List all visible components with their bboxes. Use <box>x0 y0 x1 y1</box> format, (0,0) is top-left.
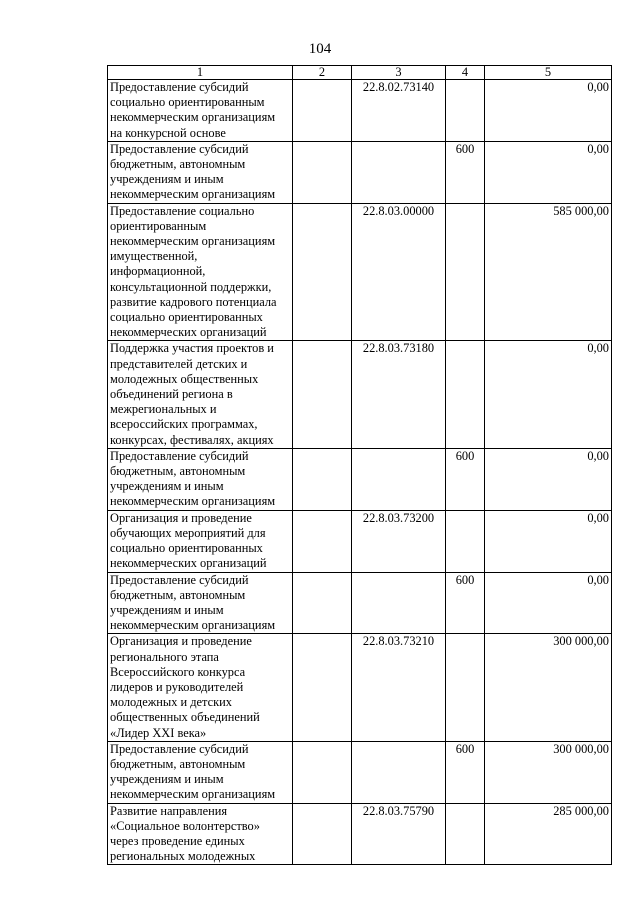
row-name: Развитие направления «Социальное волонтерство» через проведение единых региональных молодежных <box>108 803 293 865</box>
table-row <box>108 141 612 203</box>
row-name: Организация и проведение регионального этапа Всероссийского конкурса лидеров и руководителей молодежных и детских общественных объединений «Лидер XXI века» <box>108 634 293 741</box>
row-col2 <box>293 634 352 741</box>
row-col2 <box>293 803 352 865</box>
row-sum: 0,00 <box>485 141 612 203</box>
column-header-4: 4 <box>446 66 485 80</box>
row-col2 <box>293 203 352 341</box>
row-name: Предоставление субсидий бюджетным, автономным учреждениям и иным некоммерческим организациям <box>108 141 293 203</box>
row-code <box>352 572 446 634</box>
column-header-1: 1 <box>108 66 293 80</box>
row-expense-type <box>446 341 485 448</box>
table-row <box>108 741 612 803</box>
column-header-2: 2 <box>293 66 352 80</box>
row-code <box>352 448 446 510</box>
row-sum: 300 000,00 <box>485 741 612 803</box>
row-expense-type <box>446 510 485 572</box>
row-code <box>352 141 446 203</box>
row-expense-type: 600 <box>446 141 485 203</box>
row-col2 <box>293 80 352 142</box>
row-code <box>352 741 446 803</box>
row-code: 22.8.03.73210 <box>352 634 446 741</box>
column-header-5: 5 <box>485 66 612 80</box>
row-sum: 0,00 <box>485 80 612 142</box>
row-expense-type: 600 <box>446 741 485 803</box>
row-col2 <box>293 141 352 203</box>
row-code: 22.8.03.73180 <box>352 341 446 448</box>
row-code: 22.8.03.75790 <box>352 803 446 865</box>
page-number: 104 <box>308 41 332 57</box>
row-name: Предоставление субсидий социально ориентированным некоммерческим организациям на конкурсной основе <box>108 80 293 142</box>
row-col2 <box>293 448 352 510</box>
column-header-3: 3 <box>352 66 446 80</box>
row-col2 <box>293 741 352 803</box>
row-name: Поддержка участия проектов и представителей детских и молодежных общественных объединений региона в межрегиональных и всероссийских программах, конкурсах, фестивалях, акциях <box>108 341 293 448</box>
row-sum: 0,00 <box>485 572 612 634</box>
budget-table <box>107 65 612 865</box>
row-code: 22.8.03.00000 <box>352 203 446 341</box>
row-expense-type <box>446 803 485 865</box>
table-row <box>108 572 612 634</box>
row-sum: 585 000,00 <box>485 203 612 341</box>
table-row <box>108 803 612 865</box>
row-name: Организация и проведение обучающих мероприятий для социально ориентированных некоммерческих организаций <box>108 510 293 572</box>
table-row <box>108 634 612 741</box>
row-col2 <box>293 341 352 448</box>
row-code: 22.8.02.73140 <box>352 80 446 142</box>
row-col2 <box>293 572 352 634</box>
table-row <box>108 448 612 510</box>
row-name: Предоставление социально ориентированным некоммерческим организациям имущественной, информационной, консультационной поддержки, развитие кадрового потенциала социально ориентированных некоммерческих организаций <box>108 203 293 341</box>
table-row <box>108 510 612 572</box>
row-sum: 0,00 <box>485 448 612 510</box>
row-expense-type: 600 <box>446 448 485 510</box>
row-code: 22.8.03.73200 <box>352 510 446 572</box>
row-col2 <box>293 510 352 572</box>
table-row <box>108 80 612 142</box>
table-row <box>108 341 612 448</box>
row-name: Предоставление субсидий бюджетным, автономным учреждениям и иным некоммерческим организациям <box>108 448 293 510</box>
row-expense-type <box>446 634 485 741</box>
table-row <box>108 203 612 341</box>
row-expense-type: 600 <box>446 572 485 634</box>
row-name: Предоставление субсидий бюджетным, автономным учреждениям и иным некоммерческим организациям <box>108 741 293 803</box>
row-sum: 300 000,00 <box>485 634 612 741</box>
row-sum: 0,00 <box>485 341 612 448</box>
row-name: Предоставление субсидий бюджетным, автономным учреждениям и иным некоммерческим организациям <box>108 572 293 634</box>
row-sum: 285 000,00 <box>485 803 612 865</box>
row-expense-type <box>446 203 485 341</box>
header-row <box>108 66 612 80</box>
row-expense-type <box>446 80 485 142</box>
row-sum: 0,00 <box>485 510 612 572</box>
